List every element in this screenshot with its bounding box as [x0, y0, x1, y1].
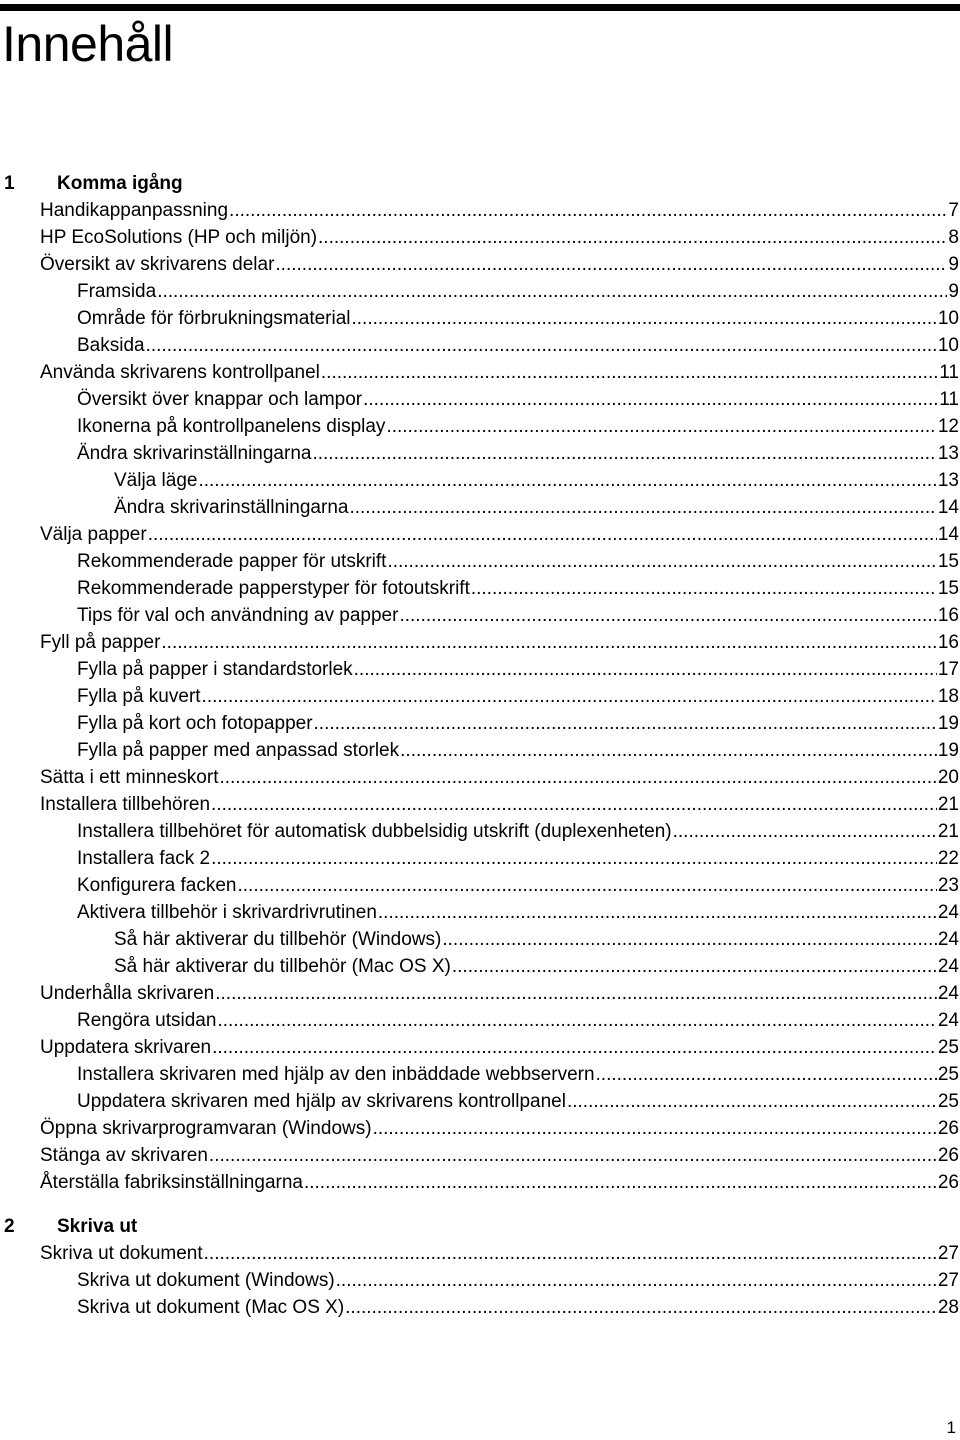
toc-entry-page: 11 — [939, 389, 959, 410]
dot-leader — [146, 332, 937, 359]
toc-entry[interactable] — [0, 683, 960, 710]
toc-entry-page: 23 — [937, 875, 959, 896]
dot-leader — [567, 1088, 937, 1115]
toc-entry-page: 8 — [948, 227, 959, 248]
toc-entry[interactable] — [0, 629, 960, 656]
toc-entry-label: Så här aktiverar du tillbehör (Mac OS X) — [114, 956, 451, 977]
toc-entry[interactable] — [0, 737, 960, 764]
toc-entry-label: Översikt över knappar och lampor — [77, 389, 363, 410]
dot-leader — [373, 1115, 937, 1142]
toc-entry[interactable] — [0, 575, 960, 602]
toc-entry[interactable] — [0, 1007, 960, 1034]
toc-entry-label: Fylla på papper i standardstorlek — [77, 659, 353, 680]
toc-entry-page: 28 — [937, 1297, 959, 1318]
toc-entry[interactable] — [0, 845, 960, 872]
toc-entry-page: 14 — [937, 524, 959, 545]
toc-entry[interactable] — [0, 197, 960, 224]
toc-entry-label: Konfigurera facken — [77, 875, 237, 896]
toc-entry-label: Skriva ut dokument (Mac OS X) — [77, 1297, 345, 1318]
dot-leader — [452, 953, 937, 980]
toc-entry[interactable] — [0, 494, 960, 521]
toc-entry[interactable] — [0, 872, 960, 899]
toc-entry-page: 12 — [937, 416, 959, 437]
toc-entry-page: 19 — [937, 713, 959, 734]
toc-entry-label: Installera tillbehöret för automatisk dubbelsidig utskrift (duplexenheten) — [77, 821, 672, 842]
dot-leader — [471, 575, 937, 602]
toc-entry-page: 17 — [937, 659, 959, 680]
dot-leader — [275, 251, 947, 278]
toc-entry-label: Så här aktiverar du tillbehör (Windows) — [114, 929, 442, 950]
toc-entry-label: Installera skrivaren med hjälp av den inbäddade webbservern — [77, 1064, 595, 1085]
toc-entry-label: Framsida — [77, 281, 157, 302]
toc-entry[interactable] — [0, 251, 960, 278]
chapter-number: 1 — [4, 173, 15, 194]
dot-leader — [387, 548, 936, 575]
toc-entry-page: 27 — [937, 1270, 959, 1291]
toc-entry-label: Fylla på kuvert — [77, 686, 201, 707]
toc-entry-label: Installera tillbehören — [40, 794, 211, 815]
dot-leader — [229, 197, 947, 224]
toc-entry-label: HP EcoSolutions (HP och miljön) — [40, 227, 318, 248]
toc-entry-label: Fyll på papper — [40, 632, 161, 653]
toc-entry-label: Tips för val och användning av papper — [77, 605, 399, 626]
dot-leader — [314, 710, 937, 737]
toc-entry[interactable] — [0, 953, 960, 980]
toc-entry-label: Rekommenderade papper för utskrift — [77, 551, 387, 572]
dot-leader — [363, 386, 938, 413]
dot-leader — [148, 521, 937, 548]
dot-leader — [318, 224, 947, 251]
toc-entry[interactable] — [0, 602, 960, 629]
toc-entry-page: 24 — [937, 956, 959, 977]
toc-entry-label: Ikonerna på kontrollpanelens display — [77, 416, 386, 437]
toc-entry-label: Stänga av skrivaren — [40, 1145, 208, 1166]
toc-entry[interactable] — [0, 710, 960, 737]
toc-entry-page: 18 — [937, 686, 959, 707]
toc-entry-page: 24 — [937, 929, 959, 950]
dot-leader — [596, 1061, 937, 1088]
dot-leader — [202, 683, 937, 710]
toc-entry-page: 24 — [937, 983, 959, 1004]
toc-entry-page: 21 — [937, 821, 959, 842]
toc-entry-label: Rengöra utsidan — [77, 1010, 217, 1031]
toc-entry-label: Installera fack 2 — [77, 848, 211, 869]
dot-leader — [211, 791, 937, 818]
dot-leader — [304, 1169, 937, 1196]
toc-entry-label: Välja papper — [40, 524, 147, 545]
dot-leader — [400, 737, 937, 764]
dot-leader — [321, 359, 938, 386]
toc-entry[interactable] — [0, 1294, 960, 1321]
dot-leader — [349, 494, 936, 521]
toc-entry-page: 24 — [937, 1010, 959, 1031]
toc-entry-label: Skriva ut dokument (Windows) — [77, 1270, 335, 1291]
dot-leader — [354, 656, 937, 683]
toc-entry-label: Rekommenderade papperstyper för fotoutskrift — [77, 578, 470, 599]
toc-entry-page: 19 — [937, 740, 959, 761]
toc-entry[interactable] — [0, 818, 960, 845]
toc-entry-page: 25 — [937, 1091, 959, 1112]
toc-entry[interactable] — [0, 413, 960, 440]
toc-entry-page: 25 — [937, 1037, 959, 1058]
chapter-title[interactable]: Komma igång — [57, 173, 183, 194]
toc-entry[interactable] — [0, 521, 960, 548]
toc-entry-label: Översikt av skrivarens delar — [40, 254, 275, 275]
toc-entry-page: 26 — [937, 1118, 959, 1139]
dot-leader — [673, 818, 937, 845]
toc-entry-page: 25 — [937, 1064, 959, 1085]
toc-entry-label: Fylla på kort och fotopapper — [77, 713, 313, 734]
toc-entry-label: Använda skrivarens kontrollpanel — [40, 362, 320, 383]
dot-leader — [312, 440, 936, 467]
chapter-title[interactable]: Skriva ut — [57, 1216, 138, 1237]
toc-entry[interactable] — [0, 359, 960, 386]
toc-entry-page: 22 — [937, 848, 959, 869]
toc-entry-label: Ändra skrivarinställningarna — [114, 497, 349, 518]
toc-entry-page: 15 — [937, 578, 959, 599]
toc-entry-page: 7 — [948, 200, 959, 221]
toc-entry-label: Skriva ut dokument — [40, 1243, 203, 1264]
dot-leader — [386, 413, 936, 440]
toc-entry-label: Fylla på papper med anpassad storlek — [77, 740, 400, 761]
dot-leader — [209, 1142, 937, 1169]
toc-entry[interactable] — [0, 548, 960, 575]
dot-leader — [161, 629, 936, 656]
toc-entry-label: Ändra skrivarinställningarna — [77, 443, 312, 464]
toc-entry-page: 21 — [937, 794, 959, 815]
toc-entry-page: 20 — [937, 767, 959, 788]
toc-entry-page: 15 — [937, 551, 959, 572]
dot-leader — [219, 764, 936, 791]
toc-entry[interactable] — [0, 386, 960, 413]
toc-entry[interactable] — [0, 1088, 960, 1115]
chapter-heading — [0, 1213, 960, 1240]
toc-entry[interactable] — [0, 791, 960, 818]
toc-entry-label: Handikappanpassning — [40, 200, 229, 221]
toc-entry[interactable] — [0, 224, 960, 251]
toc-entry-label: Uppdatera skrivaren — [40, 1037, 212, 1058]
dot-leader — [212, 1034, 937, 1061]
dot-leader — [336, 1267, 937, 1294]
toc-entry[interactable] — [0, 1267, 960, 1294]
toc-entry-page: 16 — [937, 632, 959, 653]
dot-leader — [352, 305, 937, 332]
toc-entry[interactable] — [0, 926, 960, 953]
dot-leader — [442, 926, 937, 953]
toc-entry[interactable] — [0, 305, 960, 332]
toc-entry-label: Område för förbrukningsmaterial — [77, 308, 351, 329]
page-number: 1 — [946, 1418, 956, 1437]
toc-entry-label: Underhålla skrivaren — [40, 983, 215, 1004]
toc-entry-label: Öppna skrivarprogramvaran (Windows) — [40, 1118, 372, 1139]
toc-entry-page: 27 — [937, 1243, 959, 1264]
toc-entry-page: 9 — [948, 254, 959, 275]
toc-entry[interactable] — [0, 1169, 960, 1196]
toc-entry[interactable] — [0, 1240, 960, 1267]
dot-leader — [217, 1007, 936, 1034]
toc-entry[interactable] — [0, 278, 960, 305]
toc-entry[interactable] — [0, 1034, 960, 1061]
toc-entry-label: Återställa fabriksinställningarna — [40, 1172, 303, 1193]
toc-entry-label: Välja läge — [114, 470, 198, 491]
toc-entry-label: Baksida — [77, 335, 145, 356]
toc-entry-label: Sätta i ett minneskort — [40, 767, 219, 788]
toc-entry-page: 26 — [937, 1172, 959, 1193]
chapter-number: 2 — [4, 1216, 15, 1237]
toc-entry-page: 13 — [937, 443, 959, 464]
toc-entry-page: 26 — [937, 1145, 959, 1166]
toc-entry[interactable] — [0, 1142, 960, 1169]
dot-leader — [215, 980, 937, 1007]
toc-entry[interactable] — [0, 764, 960, 791]
toc-entry-page: 9 — [948, 281, 959, 302]
page-title: Innehåll — [2, 16, 174, 72]
dot-leader — [211, 845, 937, 872]
toc-entry-label: Aktivera tillbehör i skrivardrivrutinen — [77, 902, 377, 923]
toc-entry[interactable] — [0, 899, 960, 926]
toc-entry-page: 16 — [937, 605, 959, 626]
toc-entry[interactable] — [0, 440, 960, 467]
table-of-contents — [0, 170, 960, 1321]
toc-entry-page: 10 — [937, 308, 959, 329]
toc-entry[interactable] — [0, 1115, 960, 1142]
toc-entry-page: 24 — [937, 902, 959, 923]
toc-entry-page: 10 — [937, 335, 959, 356]
dot-leader — [238, 872, 937, 899]
toc-entry-page: 14 — [937, 497, 959, 518]
dot-leader — [378, 899, 937, 926]
dot-leader — [345, 1294, 937, 1321]
toc-entry-label: Uppdatera skrivaren med hjälp av skrivarens kontrollpanel — [77, 1091, 566, 1112]
chapter-heading — [0, 170, 960, 197]
dot-leader — [204, 1240, 937, 1267]
toc-entry[interactable] — [0, 467, 960, 494]
toc-entry[interactable] — [0, 980, 960, 1007]
toc-entry[interactable] — [0, 332, 960, 359]
dot-leader — [399, 602, 936, 629]
toc-entry[interactable] — [0, 1061, 960, 1088]
dot-leader — [198, 467, 936, 494]
toc-entry-page: 11 — [939, 362, 959, 383]
dot-leader — [157, 278, 947, 305]
toc-entry[interactable] — [0, 656, 960, 683]
toc-entry-page: 13 — [937, 470, 959, 491]
top-rule — [0, 4, 960, 11]
